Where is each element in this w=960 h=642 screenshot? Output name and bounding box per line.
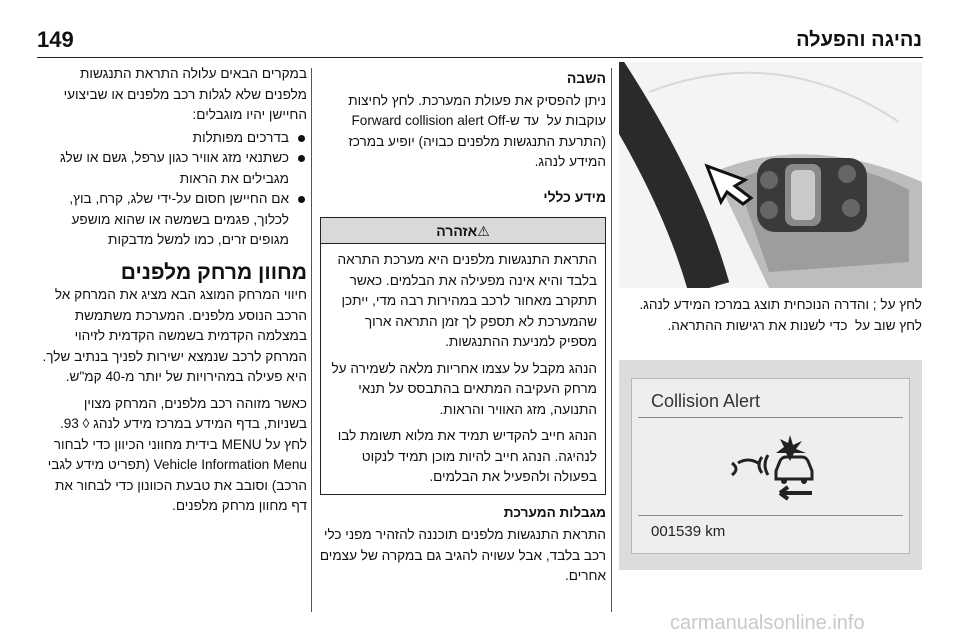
list-item: אם החיישן חסום על-ידי שלג, קרח, בוץ, לכלוך, פגמים בשמשה או שהוא מושפע מגופים זרים, כמו למשל מדבקות (37, 189, 307, 251)
odometer-readout: 001539 km (651, 523, 726, 540)
system-limits-text: התראת התנגשות מלפנים תוכננה להזהיר מפני כלי רכב בלבד, אבל עשויה להגיב גם במקרה של עצמים אחרים. (319, 527, 606, 583)
note-text: ניתן להפסיק את פעולת המערכת. לחץ לחיצות עוקבות על עד ש-Forward collision alert Off (התרעת התנגשות מלפנים כבויה) יופיע במרכז המידע לנהג. (348, 92, 606, 169)
figure-caption: לחץ על ‎; והדרה הנוכחית תוצג במרכז המידע לנהג. לחץ שוב על כדי לשנות את רגישות ההתראה. (639, 297, 922, 333)
warning-paragraph: הנהג מקבל על עצמו אחריות מלאה לשמירה על מרחק העקיבה המתאים בהתבסס על תנאי התנועה, מזג האוויר והראות. (331, 360, 597, 417)
page-header (0, 0, 960, 58)
distance-indicator-paragraph: חיווי המרחק המוצג הבא מציג את המרחק אל הרכב הנוסע מלפנים. המערכת משתמשת במצלמה הקדמית בשמשה הקדמית לזיהוי המרחק לרכב שנמצא ישירות לפניך בנתיב שלך. היא פעילה במהירויות של יותר מ-40 קמ"ש. (42, 287, 307, 384)
steering-wheel-photo (619, 62, 922, 288)
display-divider-bottom (638, 515, 903, 516)
detection-limits-list (37, 128, 307, 251)
warning-box (320, 217, 606, 495)
section-title: נהיגה והפעלה (796, 29, 922, 51)
display-title: Collision Alert (651, 391, 761, 411)
display-divider-top (638, 417, 903, 418)
collision-alert-display-image (619, 360, 922, 570)
system-limits-heading: מגבלות המערכת (503, 504, 606, 520)
warning-paragraph: התראת התנגשות מלפנים היא מערכת התראה בלבד והיא אינה מפעילה את הבלמים. כאשר תתקרב מאחור לרכב במהירות רבה מדי, ייתכן שהמערכת לא תספק לך זמן התראה ארוך מספיק למניעת ההתנגשות. (337, 252, 597, 349)
warning-paragraph: הנהג חייב להקדיש תמיד את מלוא תשומת לבו לנהיגה. הנהג חייב להיות מוכן תמיד לנקוט בפעולה ולהפעיל את הבלמים. (337, 428, 597, 484)
warning-title: ⚠אזהרה (321, 218, 605, 244)
middle-column (318, 62, 606, 622)
driver-info-screen (631, 378, 910, 554)
warning-body (321, 244, 605, 494)
figure-column (619, 62, 922, 622)
list-item: כשתנאי מזג אוויר כגון ערפל, גשם או שלג מגבילים את הראות (37, 148, 307, 189)
header-divider (37, 57, 923, 58)
list-item: בדרכים מפותלות (37, 128, 307, 149)
watermark: carmanualsonline.info (670, 612, 865, 634)
detection-limits-intro: במקרים הבאים עלולה התראת התנגשות מלפנים שלא לגלות רכב מלפנים או שביצועי החיישן יהיו מוגבלים: (63, 66, 307, 122)
column-divider-right (611, 68, 612, 612)
distance-indicator-heading: מחוון מרחק מלפנים (120, 260, 307, 284)
distance-indicator-paragraph: כאשר מזוהה רכב מלפנים, המרחק מצוין בשניות, בדף המידע במרכז מידע לנהג ◊ 93. לחץ על MENU בידית מחווני הכיוון כדי לבחור Vehicle Information Menu (תפריט מידע לגבי הרכב) וסובב את טבעת הכוונון כדי לבחור את דף מחוון מרחק מלפנים. (47, 395, 307, 513)
note-heading: השבה (566, 70, 606, 86)
column-divider-left (311, 68, 312, 612)
steering-wheel-illustration (619, 62, 922, 288)
page-number: 149 (37, 27, 74, 52)
collision-alert-car-icon (728, 427, 818, 507)
left-column (37, 62, 307, 622)
general-info-heading: מידע כללי (543, 188, 606, 205)
